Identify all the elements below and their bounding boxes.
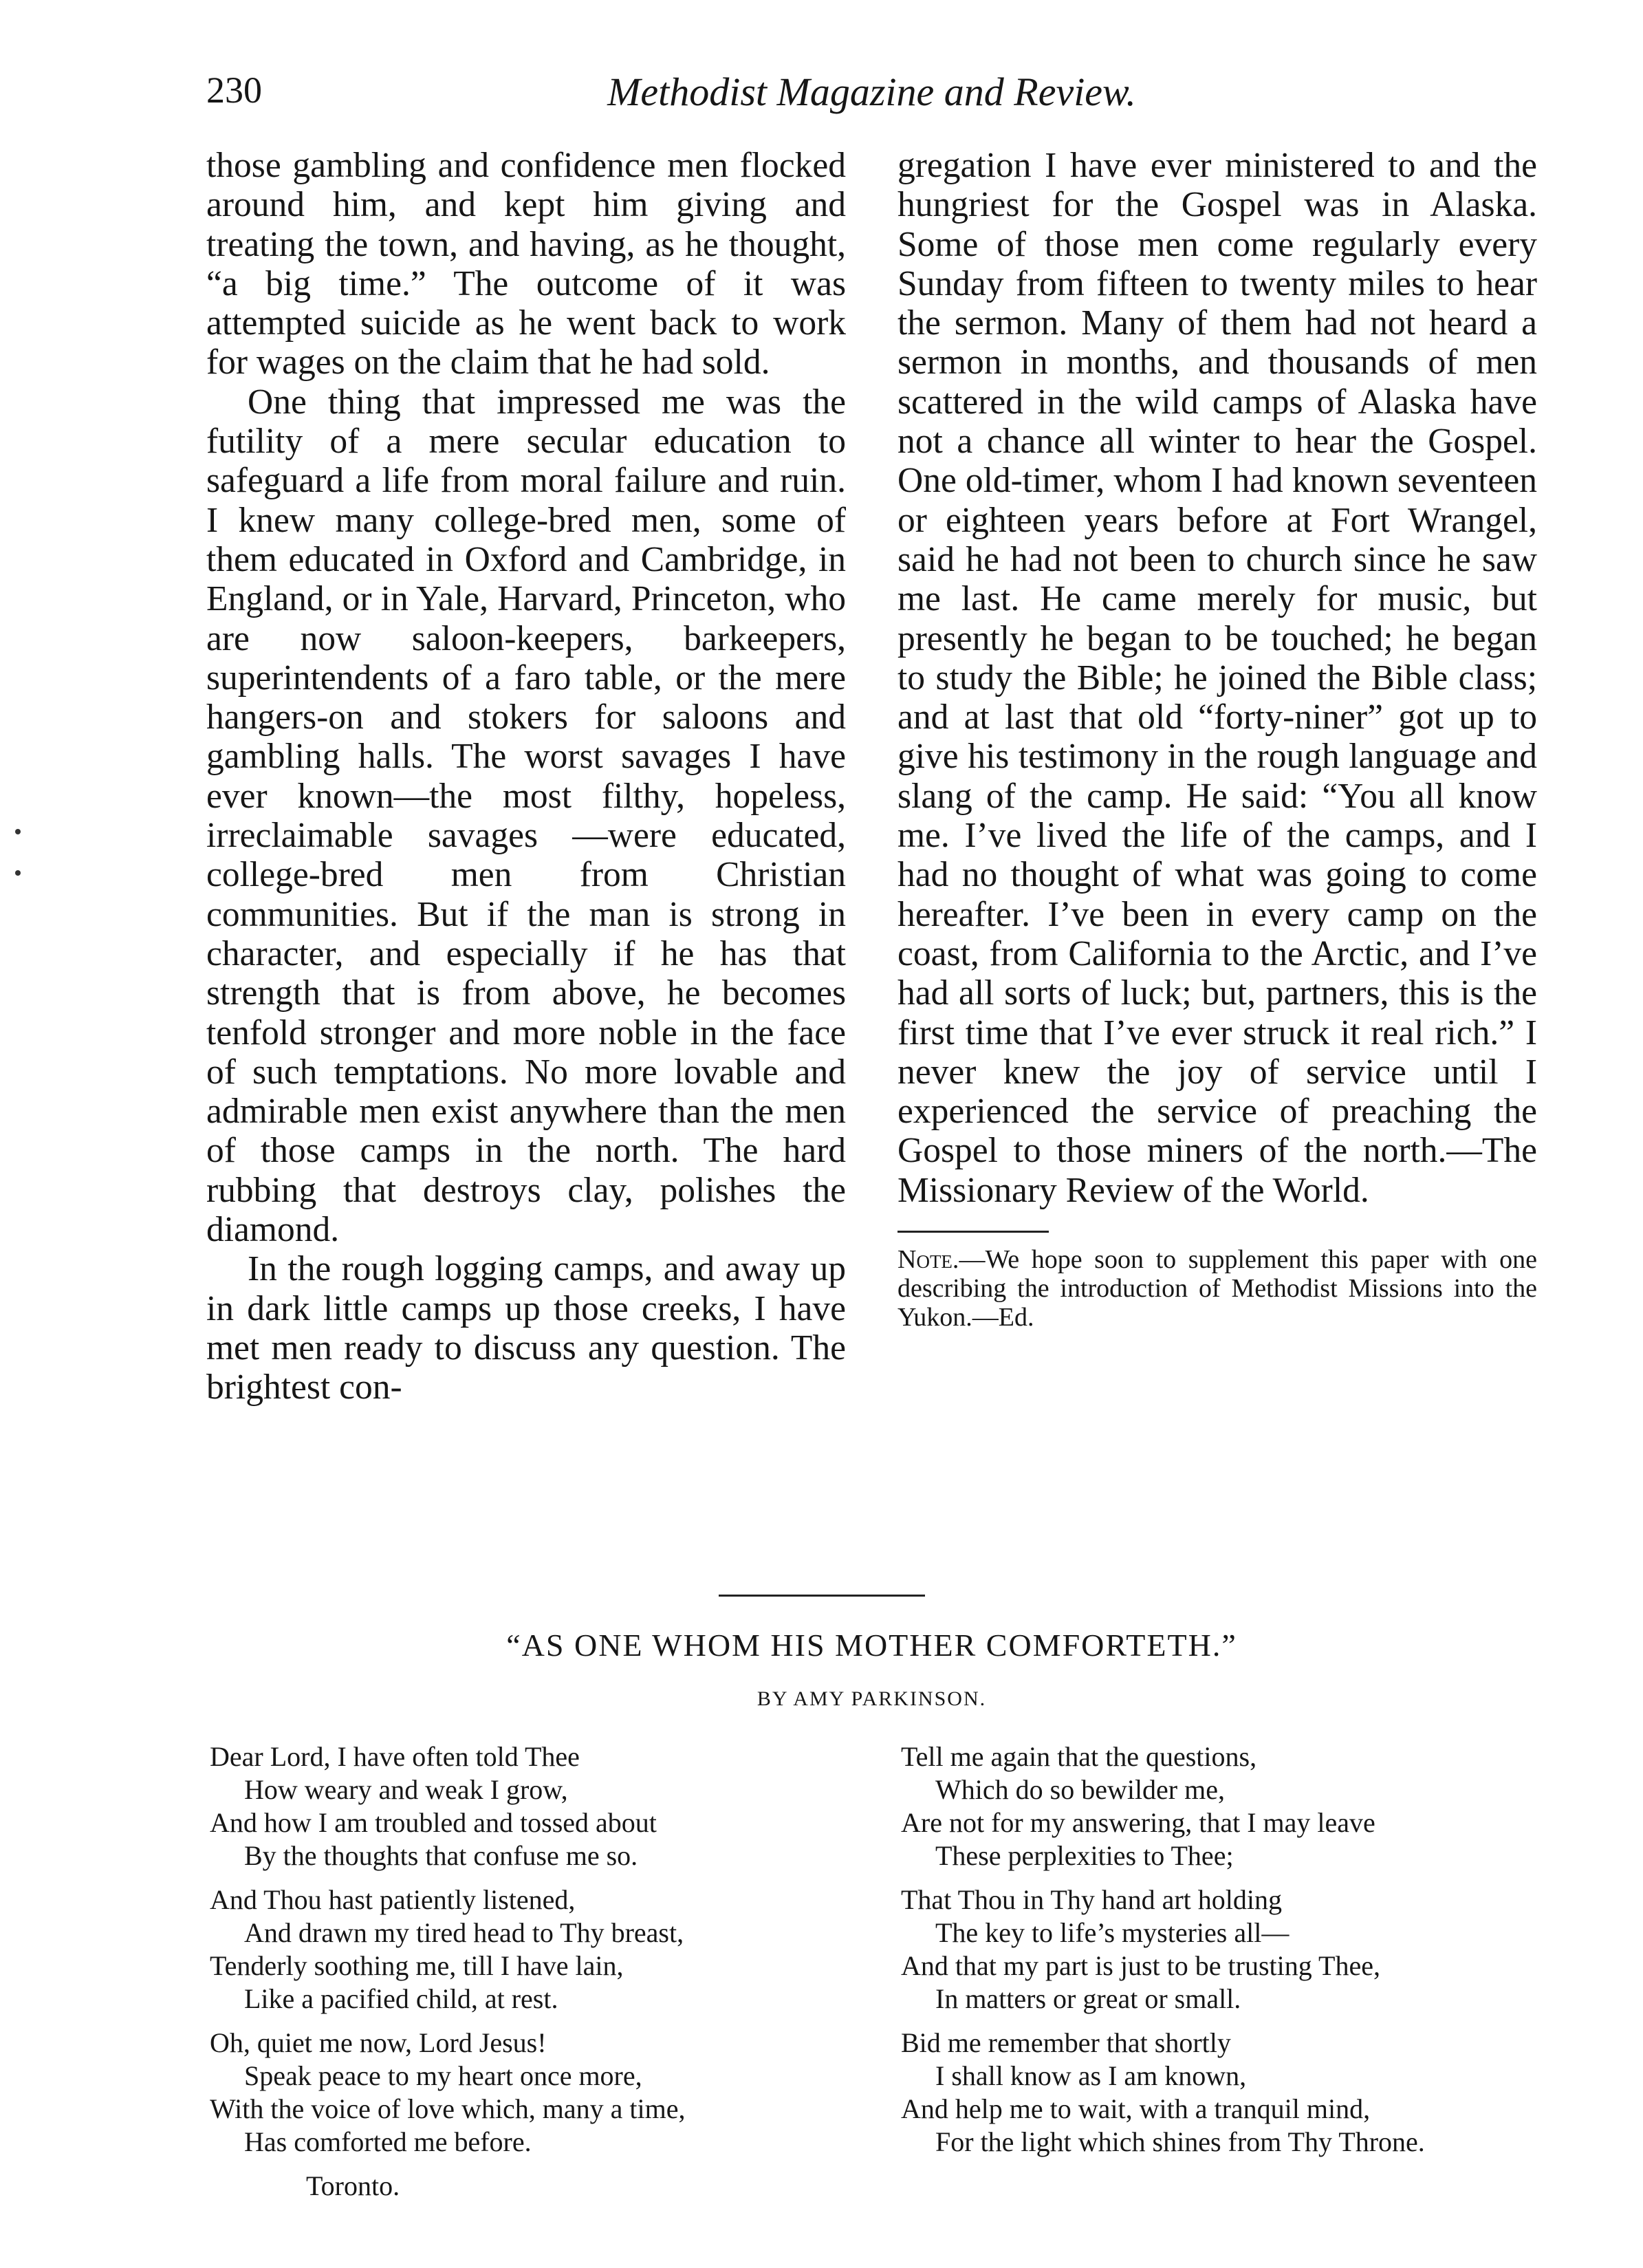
editor-note-text: —We hope soon to supplement this paper with one describing the introduction of Methodist Missions into the Yukon.—Ed. (897, 1245, 1537, 1332)
running-title: Methodist Magazine and Review. (607, 69, 1136, 114)
poem-line: And drawn my tired head to Thy breast, (244, 1917, 684, 1948)
poem-stanza (901, 2027, 1561, 2159)
poem-line: And that my part is just to be trusting Thee, (901, 1950, 1380, 1981)
poem-line: With the voice of love which, many a time, (210, 2093, 686, 2124)
poem-line: For the light which shines from Thy Throne. (935, 2126, 1425, 2157)
poem-left-column (210, 1740, 870, 2203)
poem-line: Which do so bewilder me, (935, 1774, 1225, 1805)
poem-line: Speak peace to my heart once more, (244, 2060, 642, 2091)
poem-stanza (210, 1883, 870, 2016)
poem-line: Dear Lord, I have often told Thee (210, 1741, 580, 1772)
poem-line: The key to life’s mysteries all— (935, 1917, 1290, 1948)
editor-note (897, 1245, 1537, 1332)
article-paragraph: gregation I have ever ministered to and the hungriest for the Gospel was in Alaska. Some of those men come regularly every Sunday from fifteen to twenty miles to hear the sermon. Many of them had not heard a sermon in months, and thousands of men scattered in the wild camps of Alaska have not a chance all winter to hear the Gospel. One old-timer, whom I had known seventeen or eighteen years before at Fort Wrangel, said he had not been to church since he saw me last. He came merely for music, but presently he began to be touched; he began to study the Bible; he joined the Bible class; and at last that old “forty-niner” got up to give his testimony in the rough language and slang of the camp. He said: “You all know me. I’ve lived the life of the camps, and I had no thought of what was going to come hereafter. I’ve been in every camp on the coast, from California to the Arctic, and I’ve had all sorts of luck; but, partners, this is the first time that I’ve ever struck it real rich.” I never knew the joy of service until I experienced the service of preaching the Gospel to those miners of the north.—The Missionary Review of the World. (897, 146, 1537, 1210)
poem-stanza (210, 2027, 870, 2159)
section-divider (719, 1595, 925, 1597)
poem-line: How weary and weak I grow, (244, 1774, 568, 1805)
poem-stanza (901, 1740, 1561, 1872)
poem-line: Tell me again that the questions, (901, 1741, 1257, 1772)
poem-line: And how I am troubled and tossed about (210, 1807, 657, 1838)
article-paragraph: In the rough logging camps, and away up in dark little camps up those creeks, I have met men ready to discuss any question. The brightest con- (206, 1249, 846, 1407)
poem-line: I shall know as I am known, (935, 2060, 1247, 2091)
poem-line: Tenderly soothing me, till I have lain, (210, 1950, 624, 1981)
margin-dot (15, 870, 21, 876)
poem-line: And help me to wait, with a tranquil mind, (901, 2093, 1371, 2124)
poem-line: By the thoughts that confuse me so. (244, 1840, 638, 1871)
poem-line: And Thou hast patiently listened, (210, 1884, 576, 1915)
article-paragraph: those gambling and confidence men flocked around him, and kept him giving and treating the town, and having, as he thought, “a big time.” The outcome of it was attempted suicide as he went back to work for wages on the claim that he had sold. (206, 146, 846, 382)
poem-title: “AS ONE WHOM HIS MOTHER COMFORTETH.” (506, 1628, 1237, 1663)
poem-signature: Toronto. (306, 2170, 400, 2201)
poem-stanza (901, 1883, 1561, 2016)
poem-line: Bid me remember that shortly (901, 2027, 1231, 2058)
poem-line: These perplexities to Thee; (935, 1840, 1234, 1871)
article-left-column (206, 146, 846, 1407)
poem-line: Are not for my answering, that I may leave (901, 1807, 1375, 1838)
page-header (206, 69, 1537, 124)
article-right-column (897, 146, 1537, 1332)
editor-note-label: Note. (897, 1245, 959, 1275)
poem-line: That Thou in Thy hand art holding (901, 1884, 1283, 1915)
poem-right-column (901, 1740, 1561, 2170)
page-number: 230 (206, 69, 262, 111)
poem-line: Has comforted me before. (244, 2126, 532, 2157)
article-paragraph: One thing that impressed me was the futility of a mere secular education to safeguard a life from moral failure and ruin. I knew many college-bred men, some of them educated in Oxford and Cambridge, in England, or in Yale, Harvard, Princeton, who are now saloon-keepers, barkeepers, superintendents of a faro table, or the mere hangers-on and stokers for saloons and gambling halls. The worst savages I have ever known—the most filthy, hopeless, irreclaimable savages —were educated, college-bred men from Christian communities. But if the man is strong in character, and especially if he has that strength that is from above, he becomes tenfold stronger and more noble in the face of such temptations. No more lovable and admirable men exist anywhere than the men of those camps in the north. The hard rubbing that destroys clay, polishes the diamond. (206, 382, 846, 1250)
margin-dot (15, 829, 21, 834)
poem-author: BY AMY PARKINSON. (757, 1687, 987, 1710)
poem-line: Like a pacified child, at rest. (244, 1983, 558, 2014)
note-divider (897, 1231, 1049, 1233)
poem-line: In matters or great or small. (935, 1983, 1241, 2014)
poem-stanza (210, 1740, 870, 1872)
poem-line: Oh, quiet me now, Lord Jesus! (210, 2027, 547, 2058)
